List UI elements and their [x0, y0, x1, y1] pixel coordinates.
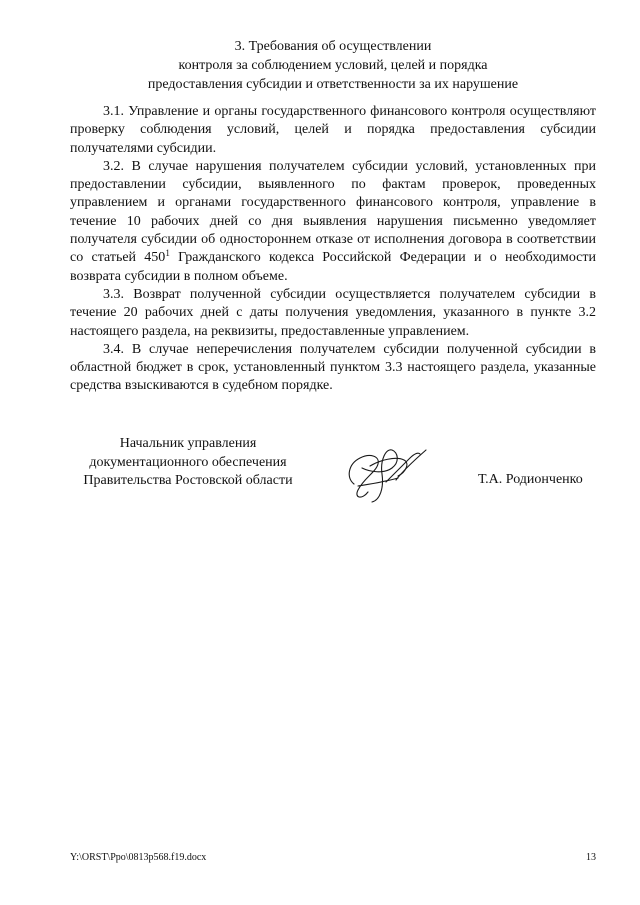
- signatory-position: [70, 435, 306, 491]
- signatory-name: Т.А. Родионченко: [478, 472, 583, 487]
- document-body: [70, 103, 596, 396]
- paragraph-3-3: 3.3. Возврат полученной субсидии осуществляется получателем субсидии в течение 20 рабочих дней с даты получения уведомления, указанного в пункте 3.2 настоящего раздела, на реквизиты, предоставленные управлением.: [70, 286, 596, 339]
- handwritten-signature: [340, 438, 440, 506]
- position-line-1: Начальник управления: [119, 436, 257, 451]
- section-title-line-3: предоставления субсидии и ответственности за их нарушение: [147, 77, 519, 92]
- article-superscript: 1: [165, 248, 170, 259]
- position-line-3: Правительства Ростовской области: [83, 473, 293, 488]
- section-title-line-1: 3. Требования об осуществлении: [234, 39, 432, 54]
- position-line-2: документационного обеспечения: [89, 454, 287, 470]
- footer-file-path: Y:\ORST\Ppo\0813p568.f19.docx: [70, 852, 207, 863]
- paragraph-3-2-text-start: 3.2. В случае нарушения получателем субсидии условий, установленных при предоставлении субсидии, выявленного по фактам проверок, проведенных управлением и органами государственного финансового контроля, управление в течение 10 рабочих дней со дня выявления нарушения письменно уведомляет получателя субсидии об одностороннем отказе от исполнения договора в соответствии со статьей 450: [70, 158, 596, 266]
- footer-page-number: 13: [586, 852, 596, 863]
- paragraph-3-2: [70, 158, 596, 286]
- paragraph-3-1: 3.1. Управление и органы государственного финансового контроля осуществляют проверку соблюдения условий, целей и порядка предоставления субсидии получателями субсидии.: [70, 104, 596, 156]
- section-heading: [70, 37, 596, 94]
- section-title-line-2: контроля за соблюдением условий, целей и порядка: [178, 58, 488, 73]
- paragraph-3-2-text-end: Гражданского кодекса Российской Федерации и о необходимости возврата субсидии в полном объеме.: [70, 250, 596, 284]
- paragraph-3-4: 3.4. В случае неперечисления получателем субсидии полученной субсидии в областной бюджет в срок, установленный пунктом 3.3 настоящего раздела, указанные средства взыскиваются в судебном порядке.: [70, 341, 596, 394]
